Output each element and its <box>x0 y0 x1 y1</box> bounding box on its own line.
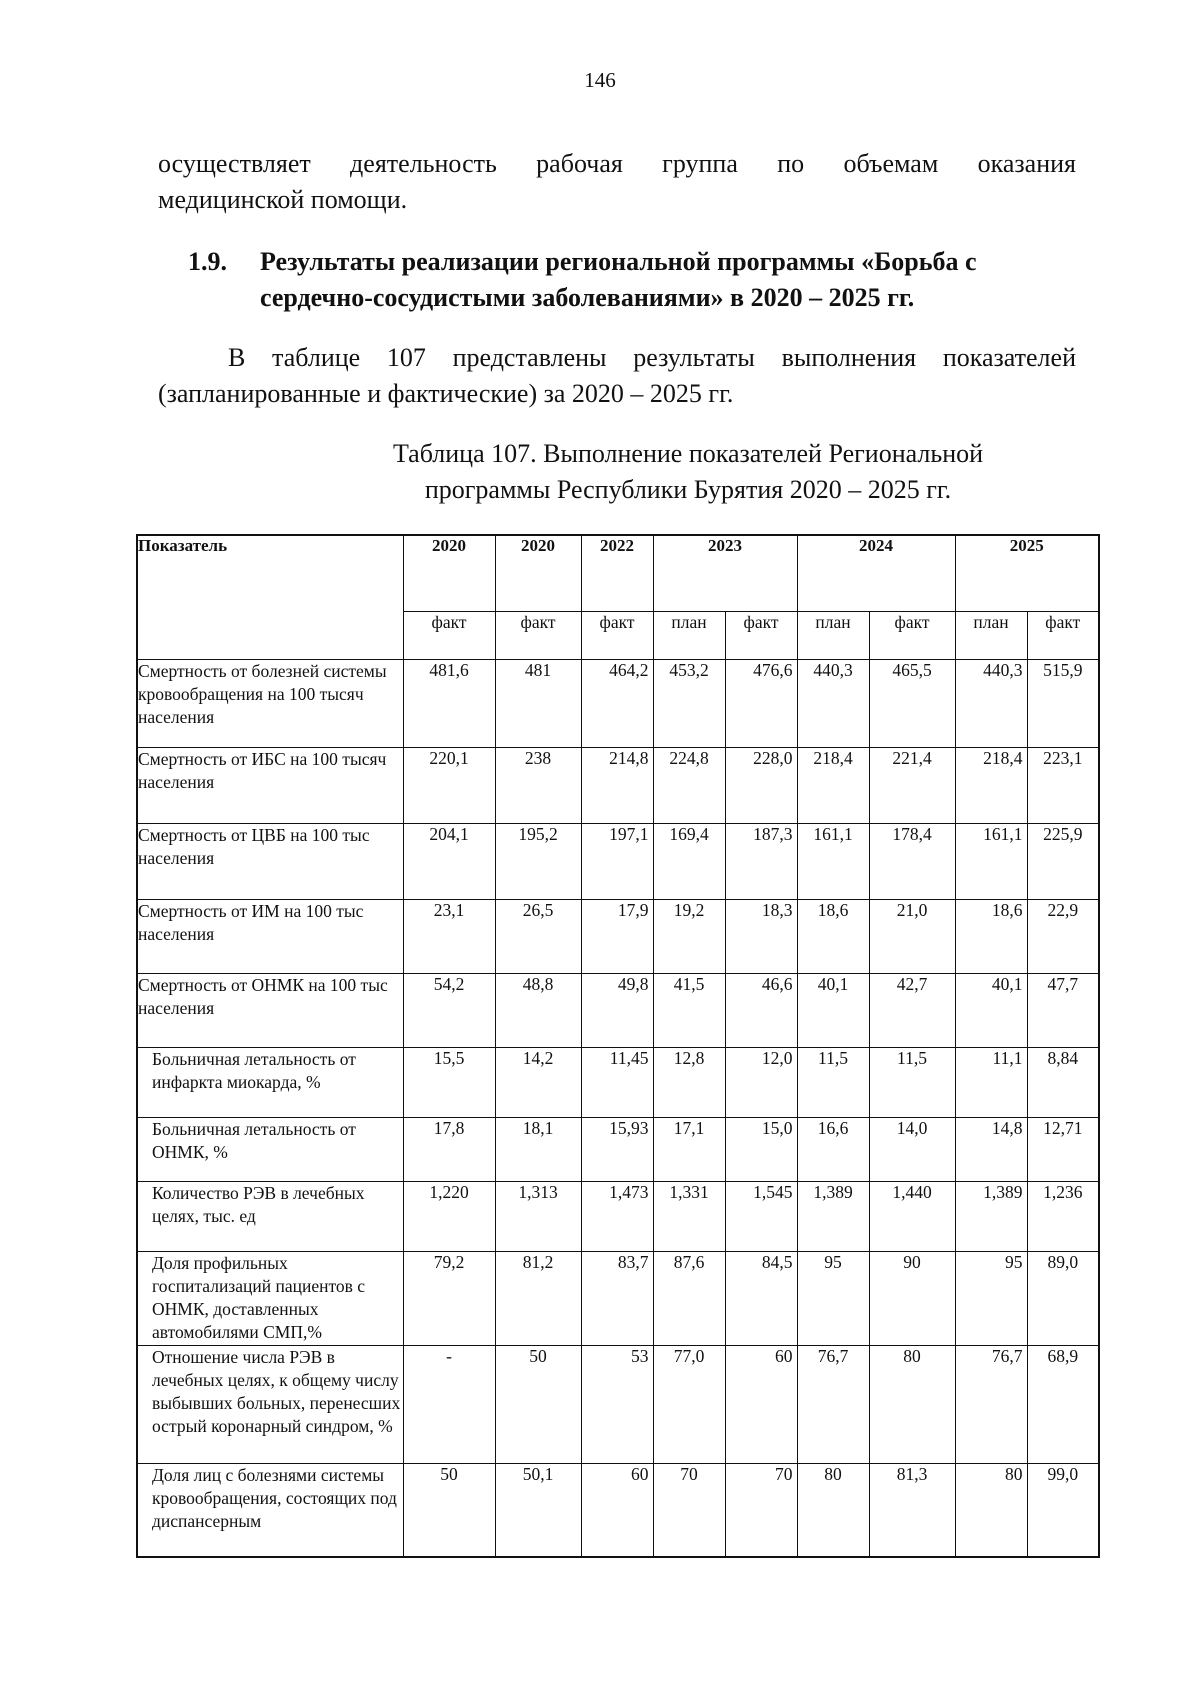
value-cell: 22,9 <box>1027 899 1099 973</box>
value-cell: 8,84 <box>1027 1047 1099 1117</box>
subheader-cell: факт <box>869 611 955 659</box>
value-cell: 18,6 <box>797 899 869 973</box>
value-cell: 17,8 <box>403 1117 495 1181</box>
header-year-1: 2020 <box>403 535 495 611</box>
value-cell: 12,0 <box>725 1047 797 1117</box>
value-cell: 1,331 <box>653 1181 725 1251</box>
value-cell: 11,5 <box>869 1047 955 1117</box>
value-cell: 221,4 <box>869 747 955 823</box>
table-row <box>137 1181 1099 1251</box>
value-cell: 440,3 <box>797 659 869 747</box>
value-cell: 453,2 <box>653 659 725 747</box>
subheader-cell: план <box>653 611 725 659</box>
value-cell: 77,0 <box>653 1345 725 1463</box>
value-cell: 515,9 <box>1027 659 1099 747</box>
value-cell: 1,313 <box>495 1181 581 1251</box>
value-cell: 1,389 <box>955 1181 1027 1251</box>
value-cell: 16,6 <box>797 1117 869 1181</box>
table-caption <box>348 436 1028 508</box>
value-cell: 218,4 <box>797 747 869 823</box>
value-cell: 95 <box>797 1251 869 1345</box>
value-cell: 87,6 <box>653 1251 725 1345</box>
value-cell: 161,1 <box>955 823 1027 899</box>
value-cell: 40,1 <box>955 973 1027 1047</box>
header-year-5: 2024 <box>797 535 955 611</box>
value-cell: 80 <box>869 1345 955 1463</box>
value-cell: 12,8 <box>653 1047 725 1117</box>
value-cell: 178,4 <box>869 823 955 899</box>
value-cell: 169,4 <box>653 823 725 899</box>
value-cell: 214,8 <box>581 747 653 823</box>
value-cell: 15,5 <box>403 1047 495 1117</box>
table-row <box>137 1345 1099 1463</box>
table-header-row <box>137 535 1099 611</box>
subheader-cell: план <box>797 611 869 659</box>
value-cell: 204,1 <box>403 823 495 899</box>
header-year-2: 2020 <box>495 535 581 611</box>
intro-line-2: медицинской помощи. <box>158 185 408 214</box>
value-cell: 70 <box>725 1463 797 1557</box>
value-cell: 48,8 <box>495 973 581 1047</box>
value-cell: 17,1 <box>653 1117 725 1181</box>
value-cell: 1,545 <box>725 1181 797 1251</box>
indicator-label: Смертность от ОНМК на 100 тыс населения <box>137 973 403 1047</box>
page-number: 146 <box>584 68 616 92</box>
value-cell: - <box>403 1345 495 1463</box>
table-row <box>137 1117 1099 1181</box>
value-cell: 481 <box>495 659 581 747</box>
value-cell: 1,440 <box>869 1181 955 1251</box>
value-cell: 161,1 <box>797 823 869 899</box>
value-cell: 1,236 <box>1027 1181 1099 1251</box>
table-caption-line-1: Таблица 107. Выполнение показателей Региональной <box>392 439 984 468</box>
value-cell: 11,45 <box>581 1047 653 1117</box>
indicator-label: Доля профильных госпитализаций пациентов с ОНМК, доставленных автомобилями СМП,% <box>137 1251 403 1345</box>
value-cell: 84,5 <box>725 1251 797 1345</box>
value-cell: 99,0 <box>1027 1463 1099 1557</box>
value-cell: 76,7 <box>955 1345 1027 1463</box>
indicators-table <box>136 534 1100 1558</box>
section-number: 1.9. <box>188 247 227 276</box>
value-cell: 228,0 <box>725 747 797 823</box>
value-cell: 1,220 <box>403 1181 495 1251</box>
table-row <box>137 899 1099 973</box>
value-cell: 464,2 <box>581 659 653 747</box>
indicator-label: Смертность от ИБС на 100 тысяч населения <box>137 747 403 823</box>
value-cell: 90 <box>869 1251 955 1345</box>
table-row <box>137 823 1099 899</box>
value-cell: 46,6 <box>725 973 797 1047</box>
indicator-label: Смертность от болезней системы кровообращения на 100 тысяч населения <box>137 659 403 747</box>
indicator-label: Смертность от ИМ на 100 тыс населения <box>137 899 403 973</box>
value-cell: 68,9 <box>1027 1345 1099 1463</box>
header-indicator: Показатель <box>137 535 403 659</box>
value-cell: 17,9 <box>581 899 653 973</box>
value-cell: 197,1 <box>581 823 653 899</box>
value-cell: 1,389 <box>797 1181 869 1251</box>
value-cell: 187,3 <box>725 823 797 899</box>
header-year-3: 2022 <box>581 535 653 611</box>
indicator-label: Больничная летальность от ОНМК, % <box>137 1117 403 1181</box>
value-cell: 11,1 <box>955 1047 1027 1117</box>
value-cell: 195,2 <box>495 823 581 899</box>
value-cell: 225,9 <box>1027 823 1099 899</box>
value-cell: 23,1 <box>403 899 495 973</box>
value-cell: 440,3 <box>955 659 1027 747</box>
value-cell: 60 <box>581 1463 653 1557</box>
value-cell: 89,0 <box>1027 1251 1099 1345</box>
table-row <box>137 1251 1099 1345</box>
table-row <box>137 1047 1099 1117</box>
subheader-cell: факт <box>495 611 581 659</box>
table-caption-line-2: программы Республики Бурятия 2020 – 2025 гг. <box>424 475 952 504</box>
section-title-line-1: Результаты реализации региональной программы «Борьба с <box>260 247 977 276</box>
table-intro-line-2: (запланированные и фактические) за 2020 – 2025 гг. <box>158 379 734 408</box>
section-title <box>260 244 1080 316</box>
subheader-cell: факт <box>403 611 495 659</box>
value-cell: 41,5 <box>653 973 725 1047</box>
section-title-line-2: сердечно-сосудистыми заболеваниями» в 2020 – 2025 гг. <box>260 283 915 312</box>
value-cell: 14,0 <box>869 1117 955 1181</box>
value-cell: 42,7 <box>869 973 955 1047</box>
value-cell: 11,5 <box>797 1047 869 1117</box>
subheader-cell: факт <box>581 611 653 659</box>
subheader-cell: факт <box>725 611 797 659</box>
value-cell: 224,8 <box>653 747 725 823</box>
value-cell: 79,2 <box>403 1251 495 1345</box>
value-cell: 14,8 <box>955 1117 1027 1181</box>
value-cell: 76,7 <box>797 1345 869 1463</box>
value-cell: 81,3 <box>869 1463 955 1557</box>
value-cell: 1,473 <box>581 1181 653 1251</box>
indicator-label: Количество РЭВ в лечебных целях, тыс. ед <box>137 1181 403 1251</box>
table-row <box>137 659 1099 747</box>
value-cell: 83,7 <box>581 1251 653 1345</box>
indicator-label: Отношение числа РЭВ в лечебных целях, к общему числу выбывших больных, перенесших острый коронарный синдром, % <box>137 1345 403 1463</box>
subheader-cell: план <box>955 611 1027 659</box>
value-cell: 80 <box>797 1463 869 1557</box>
value-cell: 465,5 <box>869 659 955 747</box>
indicator-label: Доля лиц с болезнями системы кровообращения, состоящих под диспансерным <box>137 1463 403 1557</box>
value-cell: 218,4 <box>955 747 1027 823</box>
value-cell: 481,6 <box>403 659 495 747</box>
value-cell: 18,1 <box>495 1117 581 1181</box>
table-body <box>137 659 1099 1557</box>
value-cell: 18,3 <box>725 899 797 973</box>
value-cell: 21,0 <box>869 899 955 973</box>
value-cell: 70 <box>653 1463 725 1557</box>
value-cell: 19,2 <box>653 899 725 973</box>
value-cell: 50 <box>495 1345 581 1463</box>
value-cell: 81,2 <box>495 1251 581 1345</box>
value-cell: 15,0 <box>725 1117 797 1181</box>
value-cell: 18,6 <box>955 899 1027 973</box>
value-cell: 238 <box>495 747 581 823</box>
table-intro-paragraph <box>158 340 1076 412</box>
value-cell: 40,1 <box>797 973 869 1047</box>
header-year-4: 2023 <box>653 535 797 611</box>
value-cell: 14,2 <box>495 1047 581 1117</box>
value-cell: 223,1 <box>1027 747 1099 823</box>
intro-line-1: осуществляет деятельность рабочая группа по объемам оказания <box>158 149 1076 178</box>
value-cell: 50 <box>403 1463 495 1557</box>
value-cell: 50,1 <box>495 1463 581 1557</box>
value-cell: 220,1 <box>403 747 495 823</box>
indicator-label: Смертность от ЦВБ на 100 тыс населения <box>137 823 403 899</box>
value-cell: 26,5 <box>495 899 581 973</box>
subheader-cell: факт <box>1027 611 1099 659</box>
table-intro-line-1: В таблице 107 представлены результаты выполнения показателей <box>228 343 1076 372</box>
value-cell: 60 <box>725 1345 797 1463</box>
value-cell: 476,6 <box>725 659 797 747</box>
table-row <box>137 747 1099 823</box>
value-cell: 49,8 <box>581 973 653 1047</box>
value-cell: 54,2 <box>403 973 495 1047</box>
table-row <box>137 1463 1099 1557</box>
value-cell: 80 <box>955 1463 1027 1557</box>
value-cell: 95 <box>955 1251 1027 1345</box>
table-row <box>137 973 1099 1047</box>
value-cell: 12,71 <box>1027 1117 1099 1181</box>
value-cell: 15,93 <box>581 1117 653 1181</box>
intro-paragraph <box>158 146 1076 218</box>
header-year-6: 2025 <box>955 535 1099 611</box>
value-cell: 47,7 <box>1027 973 1099 1047</box>
value-cell: 53 <box>581 1345 653 1463</box>
indicator-label: Больничная летальность от инфаркта миокарда, % <box>137 1047 403 1117</box>
